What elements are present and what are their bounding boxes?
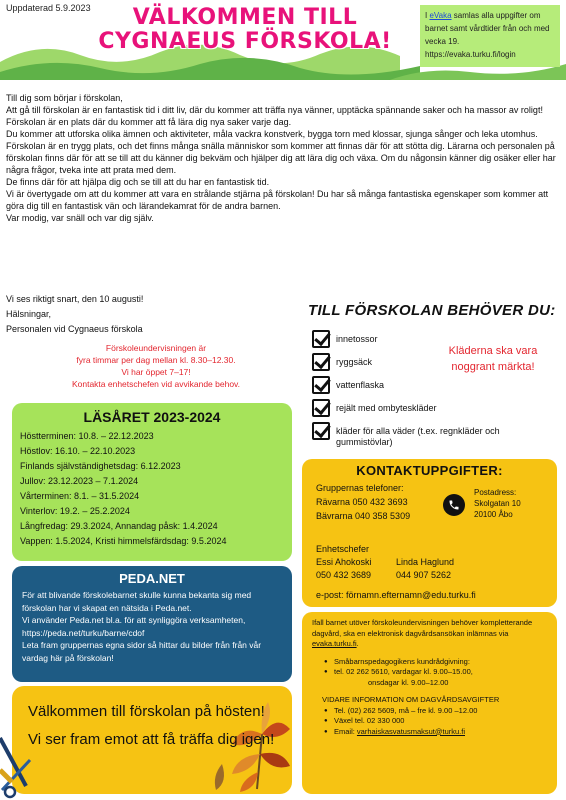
- intro-letter: [6, 92, 558, 224]
- evaka-link[interactable]: evaka.turku.fi: [312, 639, 357, 648]
- guidance-item: ● Småbarnspedagogikens kundrådgivning:: [324, 657, 547, 668]
- intro-paragraph: Du kommer att utforska olika ämnen och aktiviteter, måla vackra konstverk, bygga torn med klossar, sjunga sånger och leka utomhus.: [6, 129, 538, 139]
- address-label: Postadress:: [474, 488, 517, 497]
- checklist-item: [312, 422, 502, 454]
- title-line-2: CYGNAEUS FÖRSKOLA!: [98, 29, 392, 54]
- greeting-line: Vi ses riktigt snart, den 10 augusti!: [6, 294, 144, 304]
- evaka-url[interactable]: https://evaka.turku.fi/login: [425, 50, 516, 59]
- fees-list: [312, 706, 547, 738]
- checklist-item-label: vattenflaska: [336, 380, 385, 390]
- unit-leaders: [316, 543, 372, 582]
- greeting-signature: Personalen vid Cygnaeus förskola: [6, 324, 143, 334]
- school-year-row: Vinterlov: 19.2. – 25.2.2024: [20, 506, 130, 516]
- fees-phone: ● Tel. (02) 262 5609, må – fre kl. 9.00 –12.00: [324, 706, 547, 717]
- intro-paragraph: Till dig som börjar i förskolan,: [6, 93, 123, 103]
- school-year-row: Jullov: 23.12.2023 – 7.1.2024: [20, 476, 139, 486]
- bavrarna-phone: Bävrarna 040 358 5309: [316, 511, 411, 521]
- leader-name: Essi Ahokoski: [316, 557, 372, 567]
- evaka-info-box: [420, 5, 560, 67]
- checkbox-checked-icon: [312, 330, 330, 348]
- checkbox-checked-icon: [312, 353, 330, 371]
- welcome-box: [12, 686, 292, 794]
- greeting-line: Hälsningar,: [6, 309, 52, 319]
- checkbox-checked-icon: [312, 422, 330, 440]
- checklist-item-label: innetossor: [336, 334, 378, 344]
- daycare-info-end: .: [356, 639, 359, 648]
- school-year-row: Långfredag: 29.3.2024, Annandag påsk: 1.4.2024: [20, 521, 218, 531]
- evaka-text: samlas alla uppgifter om barnet samt vårdtider från och med vecka 19.: [425, 11, 550, 46]
- note-line: Kontakta enhetschefen vid avvikande behov.: [71, 379, 241, 389]
- school-year-row: Höstlov: 16.10. – 22.10.2023: [20, 446, 136, 456]
- school-year-title: LÄSÅRET 2023-2024: [83, 409, 221, 425]
- group-phones: [316, 481, 410, 523]
- checklist-item: [312, 376, 502, 399]
- greeting: [6, 292, 306, 337]
- checklist-item-label: rejält med ombyteskläder: [336, 403, 437, 413]
- intro-paragraph: De finns där för att hjälpa dig och se till att du har en fantastisk tid.: [6, 177, 270, 187]
- guidance-list: [312, 657, 547, 668]
- intro-paragraph: Vi är övertygade om att du kommer att vara en strålande stjärna på förskolan! Du har så många fantastiska egenskaper som kommer att göra dig till en fantastisk vän och lärandekamrat för de andra barnen.: [6, 189, 549, 211]
- fees-email-link[interactable]: varhaiskasvatusmaksut@turku.fi: [356, 726, 465, 736]
- daycare-info-box: [302, 612, 557, 794]
- contact-box: [302, 459, 557, 607]
- ravarna-phone: Rävarna 050 432 3693: [316, 497, 408, 507]
- fees-title: VIDARE INFORMATION OM DAGVÅRDSAVGIFTER: [322, 695, 500, 704]
- unit-leader-linda: [396, 556, 454, 582]
- fees-email-label: Email:: [334, 726, 357, 736]
- pedanet-paragraph: Leta fram gruppernas egna sidor så hittar du bilder från från vår vardag här på förskolan!: [22, 640, 262, 663]
- pedanet-box: [12, 566, 292, 682]
- school-year-row: Vårterminen: 8.1. – 31.5.2024: [20, 491, 140, 501]
- header-banner: [0, 0, 566, 84]
- fees-email: [324, 727, 547, 738]
- fees-switchboard: ● Växel tel. 02 330 000: [324, 716, 547, 727]
- guidance-hours: onsdagar kl. 9.00–12.00: [368, 677, 449, 687]
- welcome-text: Välkommen till förskolan på hösten! Vi ser fram emot att få träffa dig igen!: [28, 703, 275, 748]
- opening-hours-note: [6, 342, 306, 390]
- school-year-row: Finlands självständighetsdag: 6.12.2023: [20, 461, 181, 471]
- checklist-item-label: kläder för alla väder (t.ex. regnkläder och gummistövlar): [336, 426, 500, 447]
- checklist-item: [312, 399, 502, 422]
- pedanet-paragraph: För att blivande förskolebarnet skulle kunna bekanta sig med förskolan har vi skapat en nätsida i Peda.net.: [22, 590, 252, 613]
- pedanet-text: [22, 589, 282, 664]
- evaka-prefix: I: [425, 11, 430, 20]
- leader-phone: 044 907 5262: [396, 570, 452, 580]
- school-year-box: [12, 403, 292, 561]
- updated-date: Uppdaterad 5.9.2023: [6, 3, 91, 13]
- intro-paragraph: Att gå till förskolan är en fantastisk tid i ditt liv, där du kommer att träffa nya vänner, upptäcka spännande saker och ha massor av roligt! Förskolan är en plats där du kommer att få lära dig nya saker varje dag.: [6, 105, 543, 127]
- leaders-label: Enhetschefer: [316, 544, 370, 554]
- postal-address: [474, 487, 521, 520]
- guidance-phone: ● tel. 02 262 5610, vardagar kl. 9.00–15.00,: [324, 667, 547, 678]
- phone-icon: [443, 494, 465, 516]
- title-line-1: VÄLKOMMEN TILL: [132, 5, 358, 30]
- note-line: Vi har öppet 7–17!: [121, 367, 191, 377]
- school-year-row: Höstterminen: 10.8. – 22.12.2023: [20, 431, 154, 441]
- guidance-phone-list: [312, 667, 547, 678]
- evaka-link[interactable]: eVaka: [429, 11, 452, 20]
- pedanet-title: PEDA.NET: [119, 571, 185, 586]
- note-line: Förskoleundervisningen är: [105, 343, 207, 353]
- daycare-info-text: Ifall barnet utöver förskoleundervisningen behöver kompletterande dagvård, ska en elektronisk dagvårdsansökan inlämnas via: [312, 618, 533, 638]
- label-clothes-note: Kläderna ska vara noggrant märkta!: [448, 345, 538, 373]
- contact-email: e-post: förnamn.efternamn@edu.turku.fi: [316, 590, 476, 600]
- checkbox-checked-icon: [312, 399, 330, 417]
- address-city: 20100 Åbo: [474, 510, 513, 519]
- intro-paragraph: Var modig, var snäll och var dig själv.: [6, 213, 154, 223]
- checklist-item-label: ryggsäck: [336, 357, 373, 367]
- intro-paragraph: Förskolan är en trygg plats, och det finns många snälla människor som kommer att finnas där för att stötta dig. Lärarna och personalen på förskolan finns där för att se till att du känner dig bekväm och hjälper dig att lära dig och växa. Om du någonsin känner dig osäker eller har några frågor, tveka inte att prata med dem.: [6, 141, 556, 175]
- contact-title: KONTAKTUPPGIFTER:: [356, 463, 503, 478]
- pedanet-paragraph: Vi använder Peda.net bl.a. för att synliggöra verksamheten, https://peda.net/turku/barne/cdof: [22, 615, 246, 638]
- note-line: fyra timmar per dag mellan kl. 8.30–12.30.: [76, 355, 236, 365]
- school-year-row: Vappen: 1.5.2024, Kristi himmelsfärdsdag: 9.5.2024: [20, 536, 227, 546]
- leader-phone: 050 432 3689: [316, 570, 372, 580]
- group-phones-label: Gruppernas telefoner:: [316, 483, 404, 493]
- daycare-info-paragraph: [312, 618, 547, 650]
- leader-name: Linda Haglund: [396, 557, 455, 567]
- page-title: [70, 6, 420, 54]
- checkbox-checked-icon: [312, 376, 330, 394]
- needs-title: TILL FÖRSKOLAN BEHÖVER DU:: [308, 302, 556, 319]
- address-street: Skolgatan 10: [474, 499, 521, 508]
